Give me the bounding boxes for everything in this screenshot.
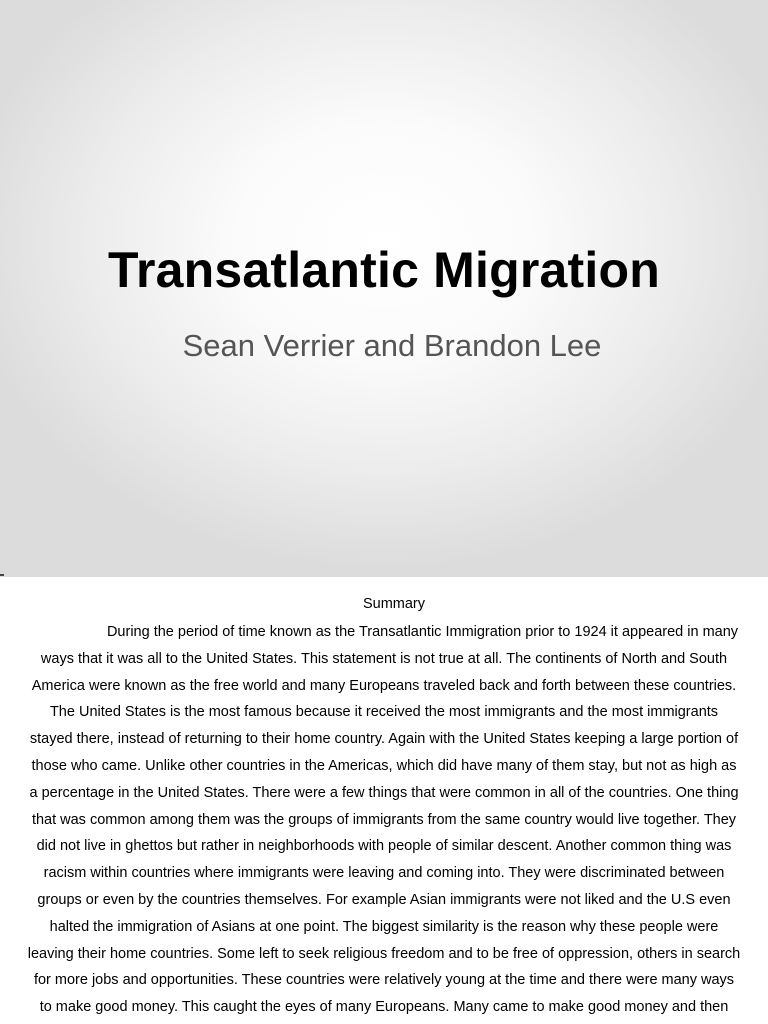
slide-title: Transatlantic Migration (108, 242, 660, 298)
page-edge-mark (0, 574, 4, 576)
paragraph-line: stayed there, instead of returning to their home country. Again with the United States keeping a large portion of (29, 731, 739, 748)
document-page (0, 590, 768, 1024)
paragraph-line: did not live in ghettos but rather in neighborhoods with people of similar descent. Another common thing was (36, 838, 732, 855)
paragraph-line: halted the immigration of Asians at one point. The biggest similarity is the reason why these people were (49, 918, 719, 935)
document-body (0, 619, 768, 1021)
paragraph-line: that was common among them was the groups of immigrants from the same country would live together. They (31, 811, 737, 828)
paragraph-line: ways that it was all to the United States. This statement is not true at all. The continents of North and South (40, 650, 728, 667)
paragraph-line: During the period of time known as the Transatlantic Immigration prior to 1924 it appeared in many (106, 624, 739, 640)
paragraph-line: The United States is the most famous because it received the most immigrants and the most immigrants (49, 704, 719, 721)
paragraph-line: groups or even by the countries themselves. For example Asian immigrants were not liked and the U.S even (37, 891, 731, 908)
paragraph-line: racism within countries where immigrants were leaving and coming into. They were discriminated between (43, 865, 725, 882)
paragraph-line: leaving their home countries. Some left to seek religious freedom and to be free of oppression, others in search (27, 945, 741, 962)
slide-subtitle: Sean Verrier and Brandon Lee (182, 328, 602, 363)
paragraph-line: to make good money. This caught the eyes of many Europeans. Many came to make good money and then (39, 999, 729, 1016)
paragraph-line: a percentage in the United States. There were a few things that were common in all of the countries. One thing (29, 784, 739, 801)
paragraph-line: America were known as the free world and many Europeans traveled back and forth between these countries. (31, 677, 737, 694)
document-heading: Summary (362, 596, 426, 612)
paragraph-line: those who came. Unlike other countries in the Americas, which did have many of them stay, but not as high as (31, 757, 737, 774)
paragraph-line: for more jobs and opportunities. These countries were relatively young at the time and there were many ways (33, 972, 735, 989)
